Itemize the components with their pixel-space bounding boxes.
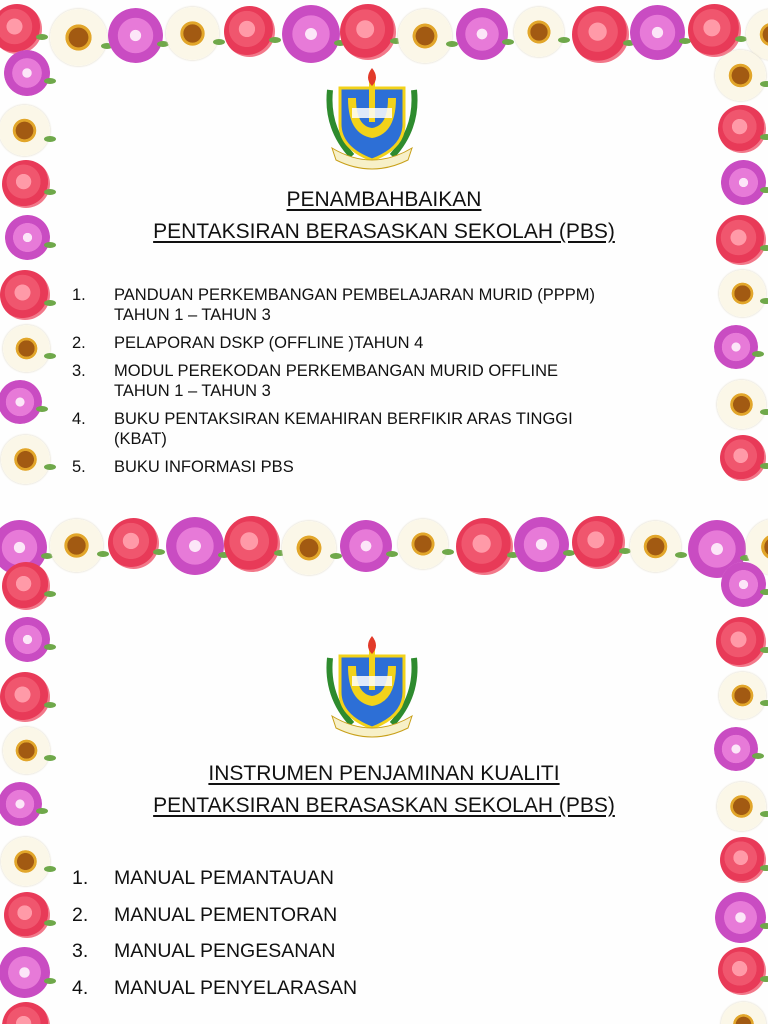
leaf-icon [44,644,56,650]
list-item-text: PANDUAN PERKEMBANGAN PEMBELAJARAN MURID (PPPM) [114,286,596,304]
daisy-flower-icon [398,9,452,63]
violet-flower-icon [5,617,50,662]
school-crest-icon [322,68,422,172]
rose-flower-icon [2,1002,50,1024]
title-line-1: INSTRUMEN PENJAMINAN KUALITI [208,762,560,785]
leaf-icon [44,920,56,926]
rose-flower-icon [224,6,275,57]
flower-border-top [0,512,768,574]
rose-flower-icon [718,105,766,153]
list-item-number: 2. [72,334,86,352]
daisy-flower-icon [50,519,103,572]
violet-flower-icon [0,380,42,424]
leaf-icon [760,81,768,87]
leaf-icon [44,591,56,597]
list-item-number: 4. [72,976,89,999]
leaf-icon [558,37,570,43]
list-item-text: MODUL PEREKODAN PERKEMBANGAN MURID OFFLINE [114,362,559,380]
violet-flower-icon [514,517,569,572]
list-item-number: 3. [72,362,86,380]
rose-flower-icon [224,516,280,572]
daisy-flower-icon [719,672,766,719]
leaf-icon [760,134,768,140]
leaf-icon [760,589,768,595]
leaf-icon [760,647,768,653]
daisy-flower-icon [398,519,448,569]
list-item [60,457,720,477]
daisy-flower-icon [1,837,50,886]
flower-border-left [0,40,52,480]
daisy-flower-icon [0,105,50,156]
rose-flower-icon [0,672,50,722]
leaf-icon [269,37,281,43]
daisy-flower-icon [721,1002,766,1024]
violet-flower-icon [456,8,508,60]
rose-flower-icon [2,562,50,610]
school-crest-icon [322,636,422,740]
list-item [60,409,720,449]
list-item-text: BUKU PENTAKSIRAN KEMAHIRAN BERFIKIR ARAS TINGGI [114,410,573,428]
violet-flower-icon [4,50,50,96]
daisy-flower-icon [715,50,766,101]
daisy-flower-icon [3,325,50,372]
leaf-icon [44,978,56,984]
list-item [60,361,720,401]
daisy-flower-icon [514,7,564,57]
rose-flower-icon [108,518,159,569]
rose-flower-icon [572,516,625,569]
list-item [60,976,720,1000]
list-item-text-cont: TAHUN 1 – TAHUN 3 [114,382,271,400]
violet-flower-icon [340,520,392,572]
list-item-text: MANUAL PEMENTORAN [114,903,338,926]
leaf-icon [760,700,768,706]
violet-flower-icon [715,892,766,943]
title-line-2: PENTAKSIRAN BERASASKAN SEKOLAH (PBS) [153,220,615,243]
slide-2-list [60,866,720,1012]
leaf-icon [44,866,56,872]
rose-flower-icon [718,947,766,995]
rose-flower-icon [720,837,766,883]
violet-flower-icon [108,8,163,63]
leaf-icon [760,865,768,871]
slide-title [0,184,768,248]
leaf-icon [97,551,109,557]
leaf-icon [752,351,764,357]
rose-flower-icon [340,4,396,60]
slide-title [0,758,768,822]
leaf-icon [442,549,454,555]
leaf-icon [44,136,56,142]
leaf-icon [760,976,768,982]
leaf-icon [675,552,687,558]
leaf-icon [153,549,165,555]
list-item-number: 1. [72,286,86,304]
list-item-number: 1. [72,867,89,889]
list-item [60,866,720,890]
leaf-icon [44,78,56,84]
leaf-icon [760,923,768,929]
leaf-icon [36,406,48,412]
leaf-icon [213,39,225,45]
daisy-flower-icon [719,270,766,317]
list-item-number: 4. [72,410,86,428]
list-item [60,903,720,927]
leaf-icon [330,553,342,559]
list-item-number: 5. [72,458,86,476]
list-item [60,333,720,353]
leaf-icon [386,551,398,557]
list-item-text-cont: TAHUN 1 – TAHUN 3 [114,306,271,324]
title-line-2: PENTAKSIRAN BERASASKAN SEKOLAH (PBS) [153,794,615,817]
violet-flower-icon [630,5,685,60]
daisy-flower-icon [717,380,766,429]
list-item-number: 2. [72,903,89,926]
flower-border-right [716,40,768,480]
daisy-flower-icon [1,435,50,484]
list-item-text: MANUAL PENGESANAN [114,940,336,962]
leaf-icon [44,353,56,359]
daisy-flower-icon [50,9,107,66]
violet-flower-icon [282,5,340,63]
violet-flower-icon [714,325,758,369]
list-item-number: 3. [72,940,89,962]
leaf-icon [760,298,768,304]
flower-border-top [0,0,768,62]
rose-flower-icon [572,6,629,63]
rose-flower-icon [456,518,513,575]
slide-1-list [60,285,720,485]
title-line-1: PENAMBAHBAIKAN [286,188,482,211]
list-item-text: MANUAL PEMANTAUAN [114,867,334,889]
list-item [60,285,720,325]
leaf-icon [502,39,514,45]
list-item [60,939,720,963]
leaf-icon [446,41,458,47]
violet-flower-icon [721,562,766,607]
leaf-icon [760,463,768,469]
rose-flower-icon [720,435,766,481]
rose-flower-icon [0,270,50,320]
leaf-icon [44,464,56,470]
daisy-flower-icon [630,521,681,572]
daisy-flower-icon [282,521,336,575]
violet-flower-icon [166,517,224,575]
list-item-text: BUKU INFORMASI PBS [114,458,294,476]
leaf-icon [44,702,56,708]
daisy-flower-icon [166,7,219,60]
violet-flower-icon [0,947,50,998]
rose-flower-icon [4,892,50,938]
leaf-icon [44,300,56,306]
list-item-text-cont: (KBAT) [114,430,167,448]
list-item-text: MANUAL PENYELARASAN [114,976,358,999]
list-item-text: PELAPORAN DSKP (OFFLINE )TAHUN 4 [114,334,424,352]
rose-flower-icon [716,617,766,667]
